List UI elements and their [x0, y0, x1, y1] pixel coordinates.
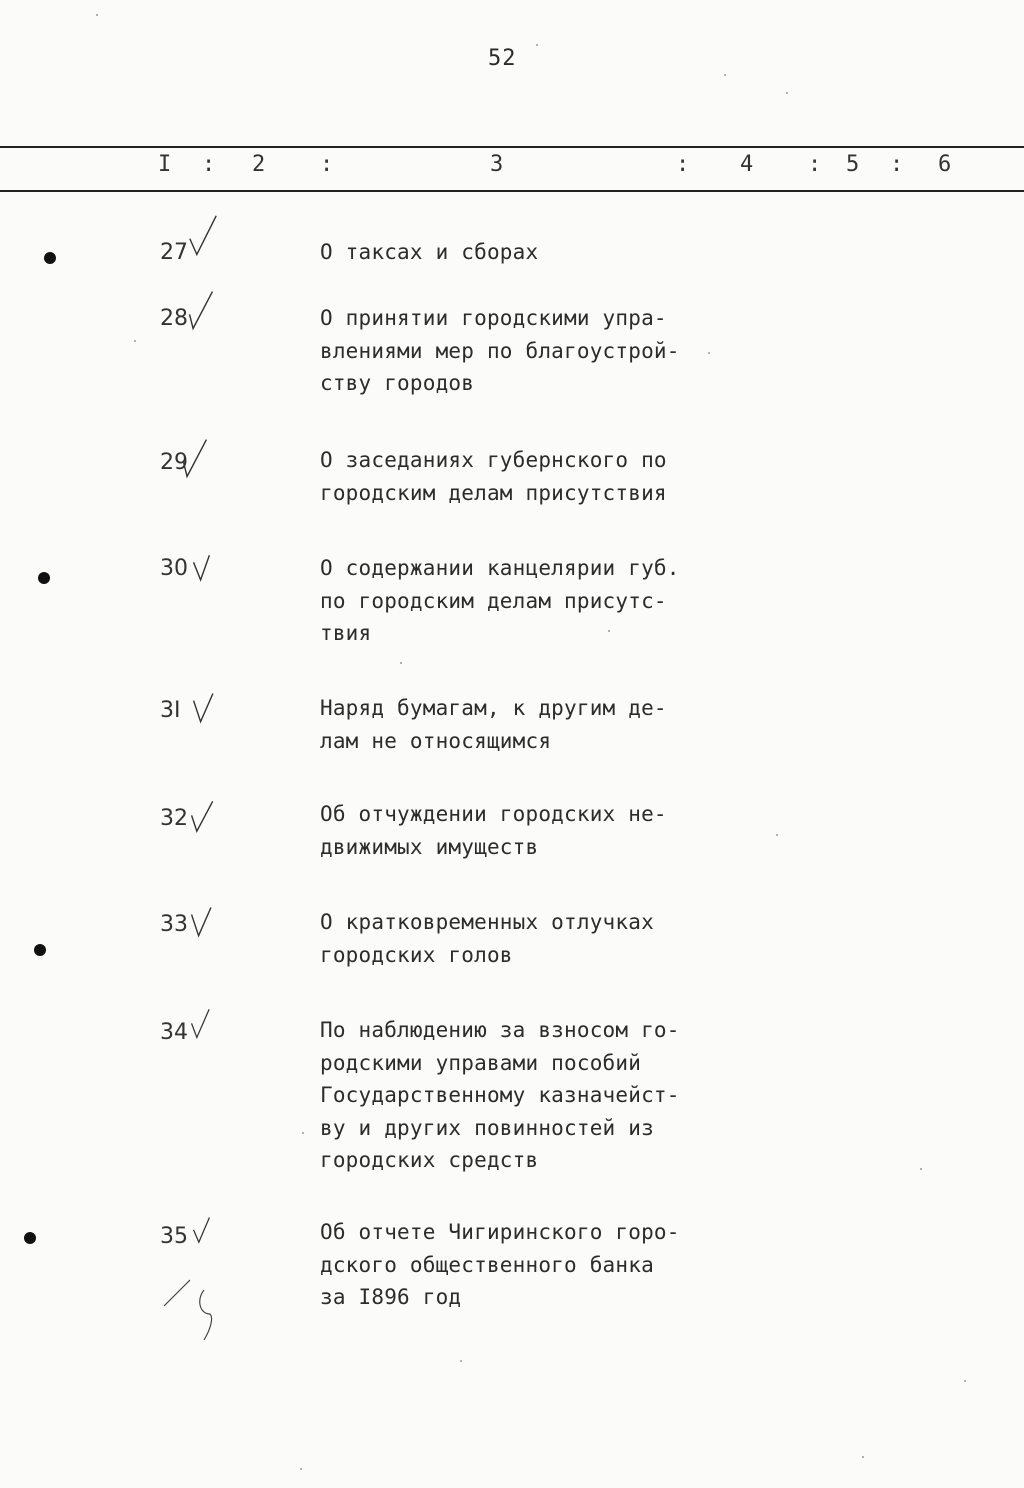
row-description: По наблюдению за взносом го- родскими управами пособий Государственному казначейст- ву и других повинностей из городских средств: [320, 1018, 680, 1172]
scan-speck: [920, 1168, 922, 1170]
row-number: 35: [160, 1224, 188, 1249]
column-header-3: 3: [490, 152, 504, 177]
scan-speck: [302, 1132, 304, 1134]
checkmark-icon: [188, 1214, 222, 1258]
row-number: 29: [160, 450, 188, 475]
row-description: Об отчуждении городских не- движимых имуществ: [320, 802, 667, 859]
scan-speck: [724, 74, 726, 76]
table-bottom-rule: [0, 190, 1024, 192]
row-description: О кратковременных отлучках городских голов: [320, 910, 654, 967]
checkmark-icon: [186, 214, 220, 258]
row-description: Об отчете Чигиринского горо- дского общественного банка за I896 год: [320, 1220, 680, 1309]
binding-hole: [24, 1232, 36, 1244]
scan-speck: [536, 44, 538, 46]
scan-speck: [96, 14, 98, 16]
scan-speck: [964, 1380, 966, 1382]
column-header-5: 5: [846, 152, 860, 177]
pencil-scribble: [160, 1270, 230, 1350]
binding-hole: [38, 572, 50, 584]
page-number: 52: [488, 46, 517, 71]
checkmark-icon: [186, 1004, 220, 1048]
checkmark-icon: [188, 550, 222, 594]
scan-speck: [134, 340, 136, 342]
checkmark-icon: [188, 690, 222, 734]
row-number: 27: [160, 240, 188, 265]
checkmark-icon: [178, 436, 212, 480]
table-top-rule: [0, 146, 1024, 148]
scan-speck: [300, 1468, 302, 1470]
column-header-6: 6: [938, 152, 952, 177]
column-separator: :: [676, 152, 690, 177]
column-separator: :: [808, 152, 822, 177]
row-number: 34: [160, 1020, 188, 1045]
row-description: Наряд бумагам, к другим де- лам не относящимся: [320, 696, 667, 753]
column-header-1: I: [158, 152, 172, 177]
binding-hole: [44, 252, 56, 264]
scan-speck: [400, 662, 402, 664]
column-header-2: 2: [252, 152, 266, 177]
row-number: 32: [160, 806, 188, 831]
scan-speck: [786, 92, 788, 94]
scan-speck: [608, 630, 610, 632]
row-description: О заседаниях губернского по городским делам присутствия: [320, 448, 667, 505]
checkmark-icon: [186, 904, 220, 948]
checkmark-icon: [186, 796, 220, 840]
row-number: 28: [160, 306, 188, 331]
row-number: 33: [160, 912, 188, 937]
row-description: О таксах и сборах: [320, 240, 539, 264]
scan-speck: [862, 1456, 864, 1458]
scan-speck: [776, 834, 778, 836]
row-description: О принятии городскими упра- влениями мер по благоустрой- ству городов: [320, 306, 680, 395]
scan-speck: [460, 1360, 462, 1362]
column-separator: :: [890, 152, 904, 177]
column-separator: :: [202, 152, 216, 177]
binding-hole: [34, 944, 46, 956]
row-number: 3I: [160, 698, 181, 723]
column-separator: :: [320, 152, 334, 177]
row-description: О содержании канцелярии губ. по городским делам присутс- твия: [320, 556, 680, 645]
row-number: 30: [160, 556, 188, 581]
checkmark-icon: [184, 288, 218, 332]
column-header-4: 4: [740, 152, 754, 177]
scan-speck: [708, 352, 710, 354]
